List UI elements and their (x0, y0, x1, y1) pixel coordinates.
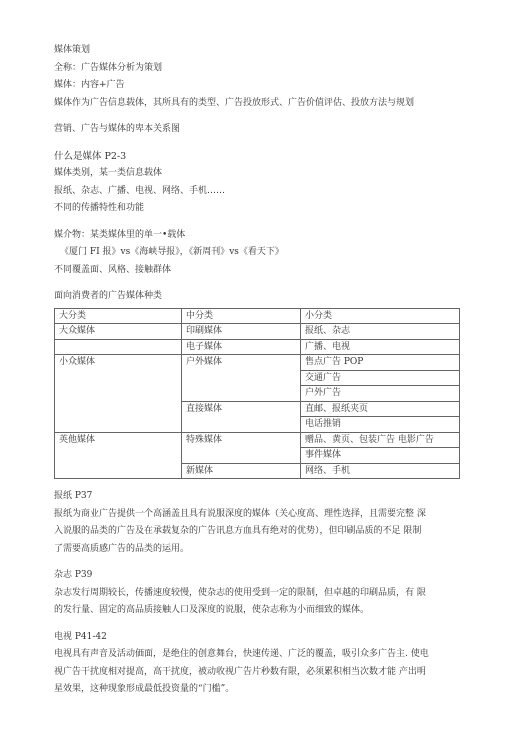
tv-line: 视广告干扰度相对提高，高干扰度，被动收视广告片秒数有限，必须累积相当次数才能 产出明 (54, 666, 426, 677)
table-row (55, 463, 460, 479)
vehicle-heading: 媒介物：某类媒体里的单一•载体 (54, 229, 186, 240)
table-cell: 事件媒体 (301, 448, 460, 464)
table-cell: 广播、电视 (301, 339, 460, 355)
table-cell: 直接媒体 (182, 401, 301, 417)
table-cell: 特殊媒体 (182, 432, 301, 448)
document-page (54, 42, 464, 699)
table-cell (182, 417, 301, 433)
magazine-heading: 杂志 P39 (54, 570, 93, 580)
vehicle-coverage: 不同覆盖面、风格、接触群体 (54, 264, 172, 275)
table-row (55, 355, 460, 371)
media-description: 媒体作为广告信息载体，其所具有的类型、广告投放形式、广告价值评估、投放方法与规划 (54, 97, 415, 108)
media-category: 媒体类别，某一类信息载体 (54, 168, 163, 178)
table-cell: 电子媒体 (182, 339, 301, 355)
table-cell: 报纸、杂志 (301, 324, 460, 340)
magazine-line: 的发行量、固定的高品质接触人口及深度的说服，使杂志称为小而细致的媒体。 (54, 605, 370, 615)
table-cell (55, 463, 182, 479)
table-cell: 赠品、黄页、包装广告 电影广告 (301, 432, 460, 448)
fullname-line: 全称：广告媒体分析为策划 (54, 62, 163, 73)
table-cell: 交通广告 (301, 370, 460, 386)
table-cell: 印刷媒体 (182, 324, 301, 340)
media-definition: 媒体：内容+广告 (54, 80, 125, 90)
table-header-row (55, 308, 460, 324)
table-cell: 电话推销 (301, 417, 460, 433)
relation-heading: 营销、广告与媒体的卑本关系图 (54, 124, 181, 134)
media-types-table (54, 308, 460, 480)
table-cell: 户外广告 (301, 386, 460, 402)
header-middle: 中分类 (182, 308, 301, 324)
doc-title: 媒体策划 (54, 45, 91, 55)
table-cell: 英他媒体 (55, 432, 182, 448)
table-row (55, 417, 460, 433)
newspaper-line: 报纸为商业广告提供一个高涵盖且具有说服深度的媒体（关心度高、理性选择，且需要完整 深 (54, 508, 426, 519)
media-list: 报纸、杂志、广播、电视、网络、手机…… (54, 185, 226, 196)
table-cell (55, 339, 182, 355)
table-cell (182, 448, 301, 464)
table-row (55, 432, 460, 448)
table-row (55, 448, 460, 464)
newspaper-line: 了需要高质感广告的品类的运用。 (54, 543, 190, 554)
vehicle-examples: 《厦门 FI 报》vs《海峡导报》，《新周刊》vs《看天下》 (60, 247, 284, 257)
header-major: 大分类 (55, 308, 182, 324)
tv-line: 电视具有声音及活动価面，是绝住的创意舞台，快速传递、广泛的覆盖，吸引众多广告主. 使电 (54, 649, 429, 659)
table-cell: 大众媒体 (55, 324, 182, 340)
table-row (55, 386, 460, 402)
magazine-line: 杂志发行周期较长，传播速度较慢，使杂志的使用受到一定的限制，但卓越的印刷品质，有 限 (54, 587, 426, 598)
table-row (55, 401, 460, 417)
table-cell: 户外媒体 (182, 355, 301, 371)
table-caption: 面向消费者的广告媒体种类 (54, 291, 163, 301)
table-cell: 直邮、报纸夹页 (301, 401, 460, 417)
table-cell (55, 370, 182, 386)
table-cell: 售点广告 POP (301, 355, 460, 371)
table-cell (182, 386, 301, 402)
tv-heading: 电视 P41-42 (54, 631, 107, 642)
table-cell (55, 417, 182, 433)
table-cell (182, 370, 301, 386)
newspaper-heading: 报纸 P37 (54, 491, 93, 501)
table-cell (55, 386, 182, 402)
table-cell (55, 448, 182, 464)
table-row (55, 370, 460, 386)
table-row (55, 339, 460, 355)
table-cell: 网络、手机 (301, 463, 460, 479)
table-cell: 小众媒体 (55, 355, 182, 371)
tv-line: 星效果，这种现象形成最低投资量的“门槛”。 (54, 684, 235, 694)
header-minor: 小分类 (301, 308, 460, 324)
table-cell (55, 401, 182, 417)
table-cell: 新媒体 (182, 463, 301, 479)
media-traits: 不同的传播特性和功能 (54, 203, 145, 213)
what-is-media-heading: 什么是媒体 P2-3 (54, 150, 127, 162)
newspaper-line: 入说服的品类的广告及在承载复杂的广告讯息方血具有绝对的优势），但印刷品质的不足 限制 (54, 526, 422, 536)
table-row (55, 324, 460, 340)
